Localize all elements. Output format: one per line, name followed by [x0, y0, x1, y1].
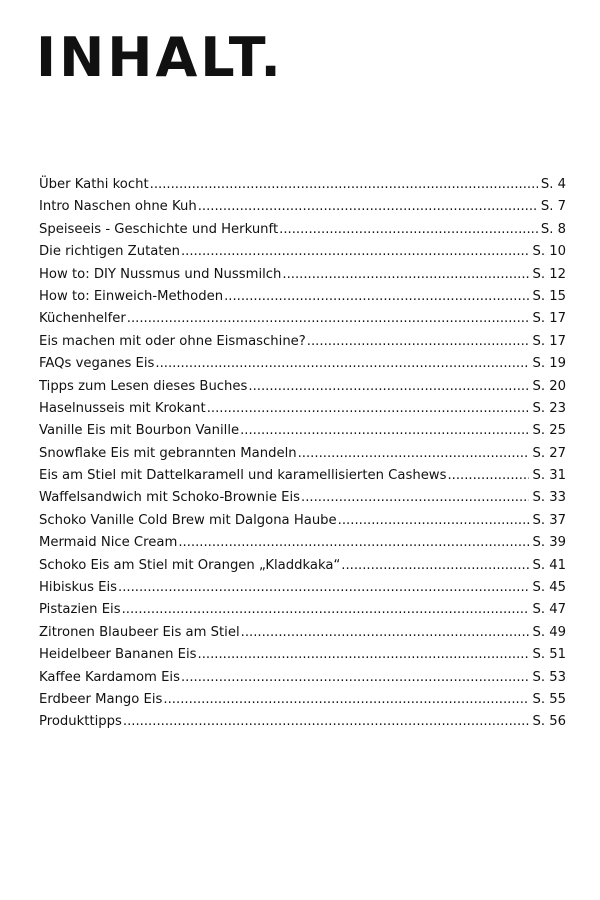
- dot-leader: [118, 577, 529, 599]
- dot-leader: [150, 174, 538, 196]
- toc-entry-title: How to: DIY Nussmus und Nussmilch: [39, 266, 282, 282]
- toc-entry-page-number: S. 51: [532, 647, 566, 663]
- toc-entry: [39, 487, 566, 509]
- toc-entry-title: Schoko Eis am Stiel mit Orangen „Kladdkaka“: [39, 557, 341, 573]
- dot-leader: [248, 376, 529, 398]
- toc-entry: [39, 622, 566, 644]
- dot-leader: [341, 555, 529, 577]
- toc-entry: [39, 577, 566, 599]
- toc-entry-page-number: S. 8: [540, 221, 566, 237]
- toc-entry: [39, 331, 566, 353]
- toc-entry: [39, 689, 566, 711]
- toc-entry-title: Kaffee Kardamom Eis: [39, 669, 180, 685]
- toc-entry-page-number: S. 4: [540, 177, 566, 192]
- toc-entry-page-number: S. 19: [532, 356, 566, 372]
- toc-entry-title: Schoko Vanille Cold Brew mit Dalgona Haube: [39, 512, 337, 528]
- toc-entry: [39, 644, 566, 666]
- toc-entry: [39, 286, 566, 308]
- toc-entry-page-number: S. 31: [532, 468, 566, 484]
- toc-entry-title: Waffelsandwich mit Schoko-Brownie Eis: [39, 490, 300, 506]
- table-of-contents: [39, 174, 566, 734]
- dot-leader: [279, 219, 538, 241]
- toc-entry-page-number: S. 7: [540, 199, 566, 215]
- toc-entry: [39, 667, 566, 689]
- toc-entry-title: Küchenhelfer: [39, 311, 126, 327]
- toc-entry: [39, 196, 566, 218]
- toc-entry-title: FAQs veganes Eis: [39, 356, 155, 372]
- toc-entry-title: Tipps zum Lesen dieses Buches: [39, 378, 248, 394]
- dot-leader: [301, 487, 529, 509]
- dot-leader: [224, 286, 529, 308]
- toc-entry-title: Die richtigen Zutaten: [39, 244, 180, 260]
- dot-leader: [155, 353, 529, 375]
- toc-entry-page-number: S. 41: [532, 557, 566, 573]
- toc-entry-title: Pistazien Eis: [39, 602, 121, 618]
- toc-entry: [39, 555, 566, 577]
- toc-entry: [39, 174, 566, 196]
- toc-entry-page-number: S. 20: [532, 378, 566, 394]
- toc-entry: [39, 219, 566, 241]
- toc-entry-title: Haselnusseis mit Krokant: [39, 400, 206, 416]
- dot-leader: [178, 532, 529, 554]
- toc-entry-title: Heidelbeer Bananen Eis: [39, 647, 197, 663]
- dot-leader: [207, 398, 530, 420]
- toc-entry: [39, 599, 566, 621]
- toc-entry-title: Hibiskus Eis: [39, 580, 118, 596]
- dot-leader: [163, 689, 529, 711]
- toc-entry-page-number: S. 53: [532, 669, 566, 685]
- toc-entry: [39, 353, 566, 375]
- toc-entry-page-number: S. 17: [532, 311, 566, 327]
- toc-entry-page-number: S. 12: [532, 266, 566, 282]
- toc-entry-page-number: S. 10: [532, 244, 566, 260]
- toc-entry-page-number: S. 23: [532, 400, 566, 416]
- dot-leader: [181, 667, 529, 689]
- toc-entry: [39, 510, 566, 532]
- page-title: INHALT.: [36, 26, 284, 89]
- toc-entry-page-number: S. 37: [532, 512, 566, 528]
- toc-entry-page-number: S. 15: [532, 288, 566, 304]
- dot-leader: [338, 510, 530, 532]
- toc-entry-title: Mermaid Nice Cream: [39, 535, 178, 551]
- dot-leader: [122, 599, 530, 621]
- toc-entry-page-number: S. 33: [532, 490, 566, 506]
- dot-leader: [240, 420, 529, 442]
- toc-entry: [39, 420, 566, 442]
- toc-entry-page-number: S. 17: [532, 333, 566, 349]
- dot-leader: [181, 241, 529, 263]
- dot-leader: [447, 465, 529, 487]
- toc-entry-page-number: S. 56: [532, 714, 566, 730]
- toc-entry-title: Über Kathi kocht: [39, 177, 149, 192]
- toc-entry-page-number: S. 45: [532, 580, 566, 596]
- toc-entry: [39, 532, 566, 554]
- toc-entry-title: Eis am Stiel mit Dattelkaramell und karamellisierten Cashews: [39, 468, 447, 484]
- toc-entry-title: Speiseeis - Geschichte und Herkunft: [39, 221, 279, 237]
- dot-leader: [198, 196, 538, 218]
- toc-entry-page-number: S. 49: [532, 624, 566, 640]
- toc-entry-title: Intro Naschen ohne Kuh: [39, 199, 197, 215]
- toc-entry-page-number: S. 55: [532, 691, 566, 707]
- toc-entry: [39, 398, 566, 420]
- toc-entry-title: Zitronen Blaubeer Eis am Stiel: [39, 624, 240, 640]
- toc-entry-title: How to: Einweich-Methoden: [39, 288, 224, 304]
- toc-entry: [39, 308, 566, 330]
- toc-entry-title: Eis machen mit oder ohne Eismaschine?: [39, 333, 306, 349]
- toc-entry-page-number: S. 47: [532, 602, 566, 618]
- toc-entry-page-number: S. 25: [532, 423, 566, 439]
- toc-entry: [39, 264, 566, 286]
- dot-leader: [282, 264, 529, 286]
- dot-leader: [123, 711, 530, 733]
- toc-entry-page-number: S. 27: [532, 445, 566, 461]
- toc-entry-title: Erdbeer Mango Eis: [39, 691, 163, 707]
- toc-entry: [39, 465, 566, 487]
- toc-entry: [39, 711, 566, 733]
- dot-leader: [307, 331, 530, 353]
- toc-entry: [39, 376, 566, 398]
- toc-entry-page-number: S. 39: [532, 535, 566, 551]
- dot-leader: [198, 644, 530, 666]
- toc-entry-title: Produkttipps: [39, 714, 122, 730]
- dot-leader: [127, 308, 530, 330]
- dot-leader: [241, 622, 530, 644]
- toc-entry: [39, 443, 566, 465]
- dot-leader: [298, 443, 530, 465]
- toc-entry: [39, 241, 566, 263]
- toc-entry-title: Snowflake Eis mit gebrannten Mandeln: [39, 445, 297, 461]
- toc-entry-title: Vanille Eis mit Bourbon Vanille: [39, 423, 240, 439]
